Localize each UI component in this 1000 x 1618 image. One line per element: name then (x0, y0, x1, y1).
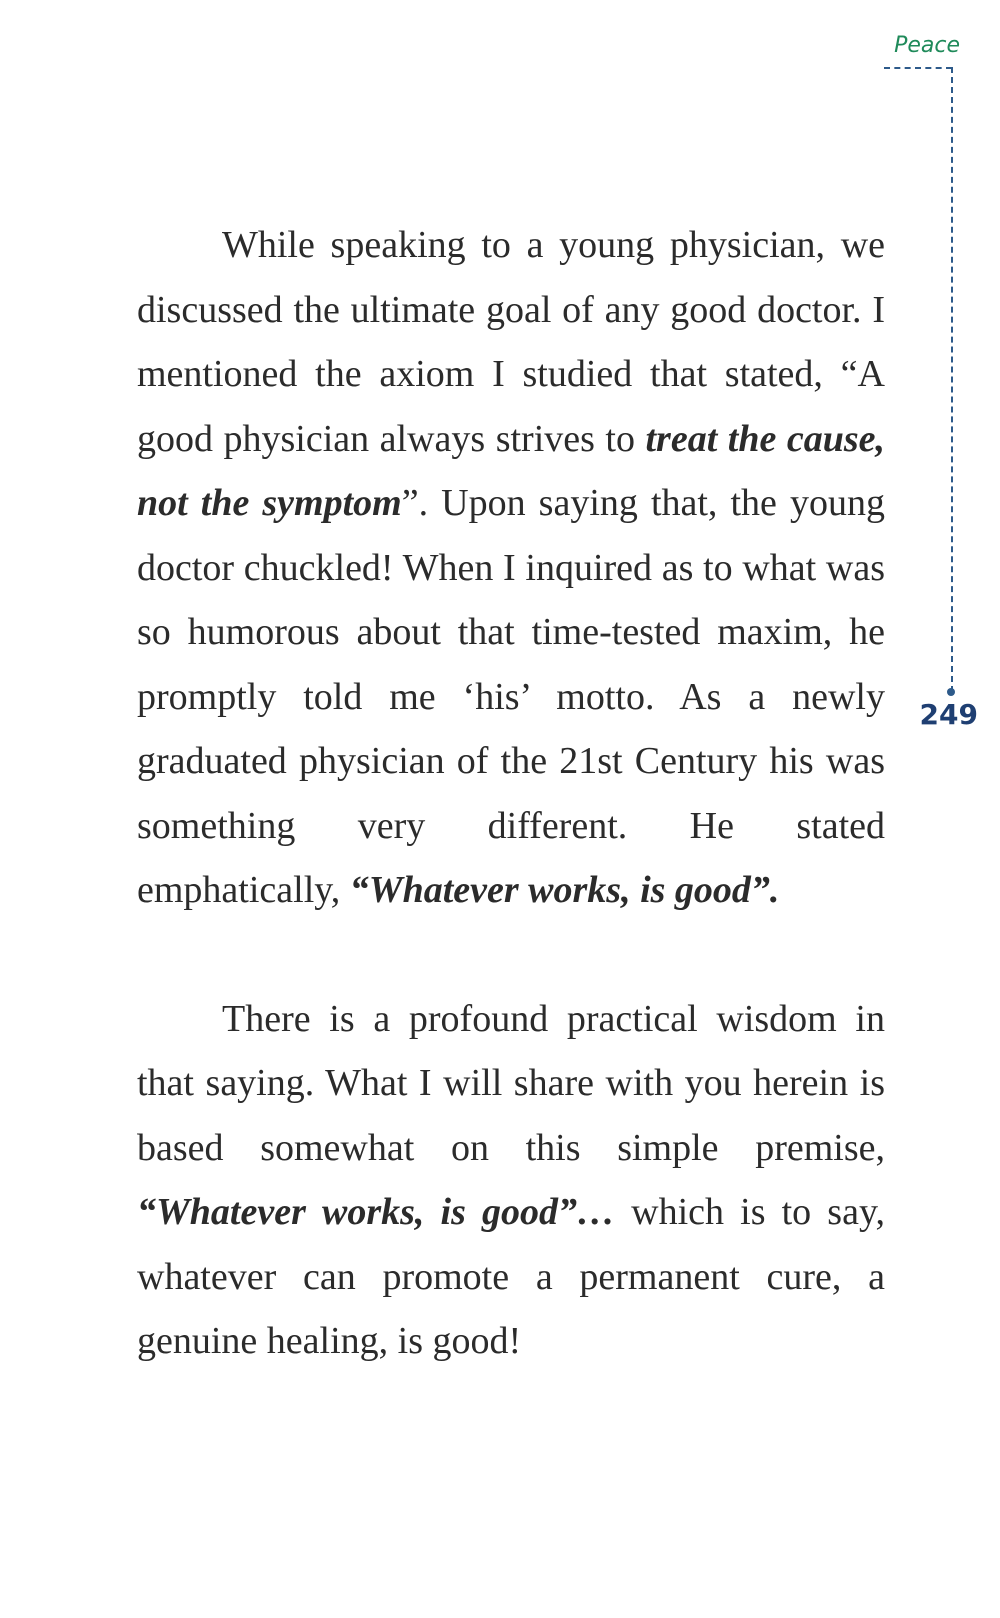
paragraph-text: ”. Upon saying that, the young doctor chuckled! When I inquired as to what was so humorous about that time-tested maxim, he promptly told me ‘his’ motto. As a newly graduated physician of the 21st Century his was something very different. He stated emphatically, (137, 482, 885, 911)
paragraph-1 (137, 213, 885, 923)
emphasis-quote: “Whatever works, is good”… (137, 1191, 616, 1233)
page-number: 249 (919, 698, 978, 731)
margin-rule (951, 67, 953, 692)
paragraph-text: which is to say, whatever can promote a permanent cure, a genuine healing, is good! (137, 1191, 885, 1362)
paragraph-text: There is a profound practical wisdom in that saying. What I will share with you herein is based somewhat on this simple premise, (137, 997, 885, 1169)
section-header: Peace (894, 33, 960, 58)
paragraph-text: While speaking to a young physician, we discussed the ultimate goal of any good doctor. I mentioned the axiom I studied that stated, “A good physician always strives to (137, 224, 885, 460)
emphasis-quote: “Whatever works, is good”. (349, 869, 780, 911)
header-rule (884, 67, 952, 69)
emphasis-text: treat the cause, not the symptom (137, 417, 885, 524)
rule-end-dot (947, 688, 955, 696)
paragraph-2 (137, 987, 885, 1374)
body-text (137, 213, 885, 1374)
